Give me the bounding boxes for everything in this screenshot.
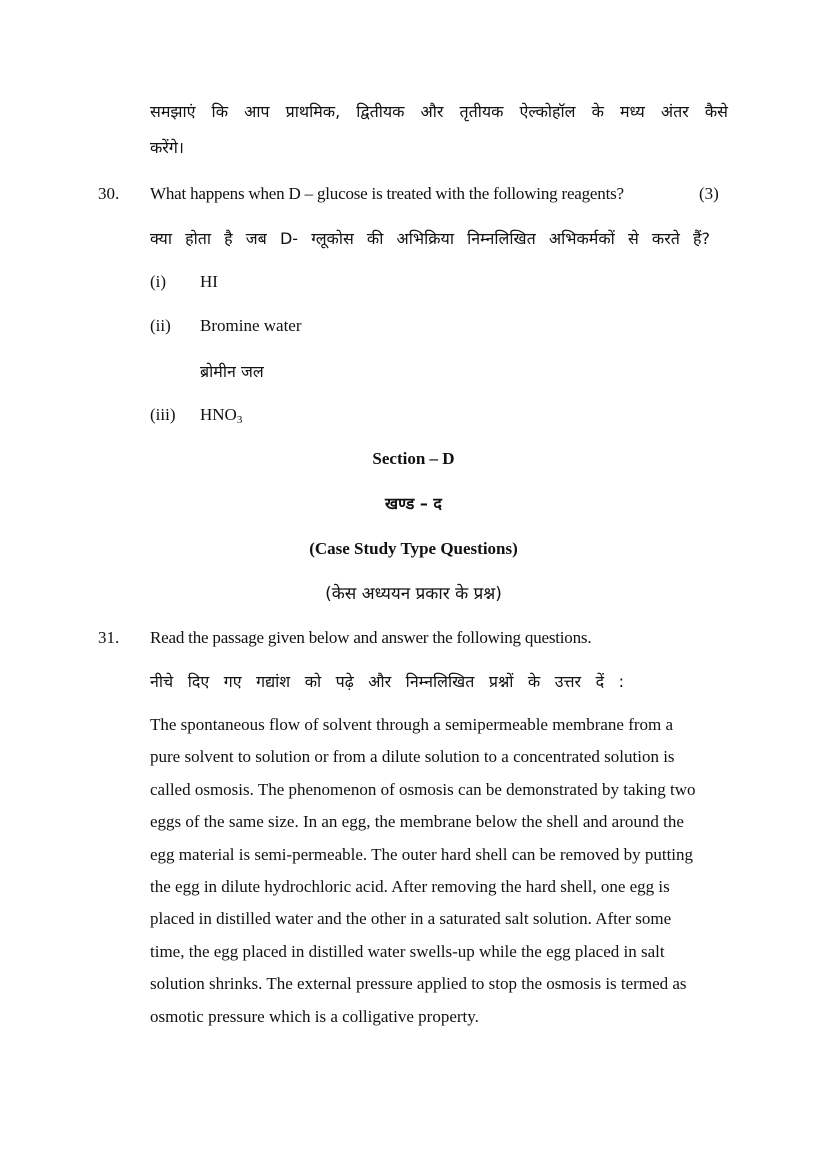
passage-line: placed in distilled water and the other in a saturated salt solution. After some [150,909,672,929]
passage-line: osmotic pressure which is a colligative property. [150,1006,479,1026]
passage-line: egg material is semi-permeable. The outer hard shell can be removed by putting [150,844,694,864]
passage [150,713,730,1037]
option-text: HI [200,272,218,291]
section-subtitle-hindi: (केस अध्ययन प्रकार के प्रश्न) [325,584,502,604]
section-subtitle: (Case Study Type Questions) [309,539,518,558]
question-30-hindi: क्या होता है जब D- ग्लूकोस की अभिक्रिया निम्नलिखित अभिकर्मकों से करते हैं? [150,229,710,248]
chem-formula: HNO [200,405,237,424]
passage-line: called osmosis. The phenomenon of osmosis can be demonstrated by taking two [150,779,696,799]
passage-line: the egg in dilute hydrochloric acid. After removing the hard shell, one egg is [150,876,670,896]
question-30-number: 30. [98,184,120,203]
question-31-hindi: नीचे दिए गए गद्यांश को पढ़े और निम्नलिखित प्रश्नों के उत्तर दें : [150,672,624,691]
option-label: (ii) [150,316,171,335]
section-title-hindi: खण्ड – द [385,494,442,513]
option-text: Bromine water [200,316,302,335]
passage-line: time, the egg placed in distilled water swells-up while the egg placed in salt [150,941,665,961]
option-hindi: ब्रोमीन जल [200,362,264,381]
question-31-number: 31. [98,628,120,647]
question-30-text: What happens when D – glucose is treated with the following reagents? [150,184,624,203]
passage-line: eggs of the same size. In an egg, the membrane below the shell and around the [150,812,684,832]
chem-subscript: 3 [236,414,243,426]
option-label: (i) [150,272,167,291]
section-title: Section – D [372,449,455,468]
intro-hindi-line-1: समझाएं कि आप प्राथमिक, द्वितीयक और तृतीयक ऐल्कोहॉल के मध्य अंतर कैसे [150,102,728,121]
passage-line: The spontaneous flow of solvent through a semipermeable membrane from a [150,715,674,734]
intro-hindi-line-2: करेंगे। [150,138,184,157]
question-31-text: Read the passage given below and answer the following questions. [150,628,592,647]
passage-line: pure solvent to solution or from a dilute solution to a concentrated solution is [150,747,675,767]
option-text [200,405,242,426]
question-30-marks: (3) [699,184,719,203]
option-label: (iii) [150,405,176,424]
passage-line: solution shrinks. The external pressure applied to stop the osmosis is termed as [150,974,687,994]
